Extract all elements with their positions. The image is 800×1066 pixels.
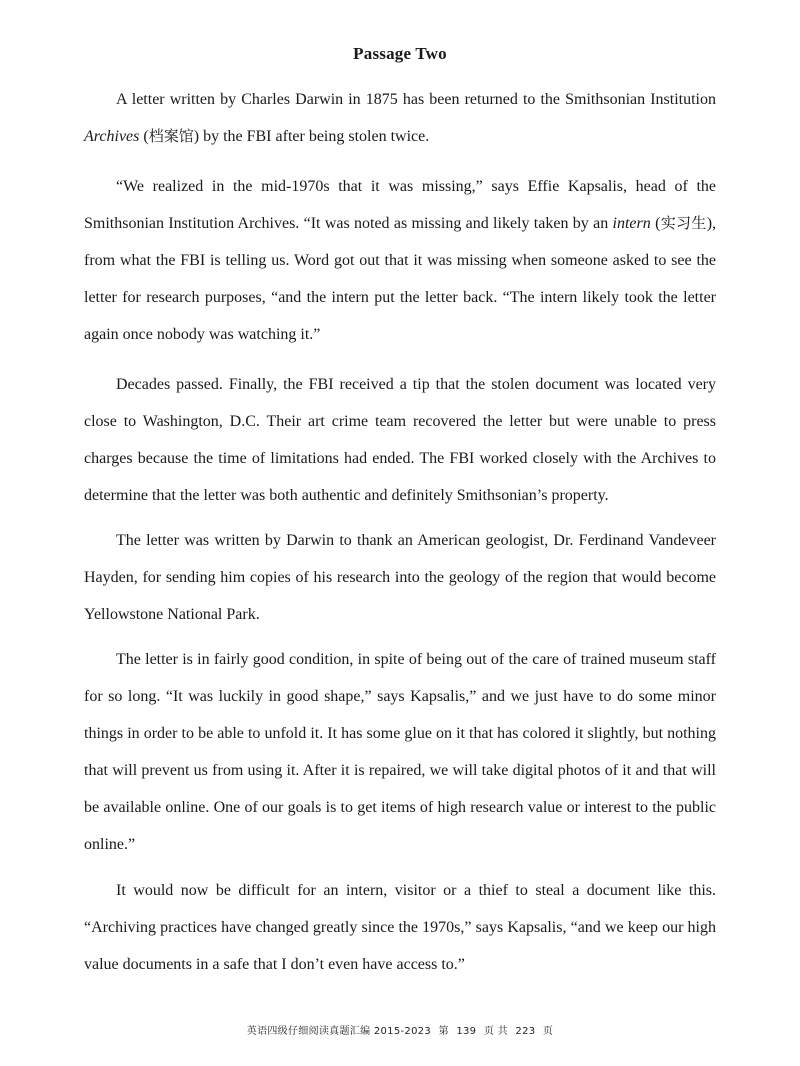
text-run: ( (139, 128, 149, 145)
text-run: “We realized in the mid-1970s that it was missing,” says Effie Kapsalis, head of the Smithsonian Institution Archives. “It was noted as missing and likely taken by an (84, 178, 716, 232)
chinese-gloss: 实习生 (660, 214, 707, 232)
footer-page-suffix: 页 (542, 1026, 554, 1037)
text-run: ), from what the FBI is telling us. Word got out that it was missing when someone asked to see the letter for research purposes, “and the intern put the letter back. “The intern likely took the letter again once nobody was watching it.” (84, 215, 717, 343)
paragraph-5 (84, 641, 716, 863)
passage-title: Passage Two (353, 44, 447, 63)
paragraph-4 (84, 522, 716, 633)
paragraph-3 (84, 366, 716, 514)
text-run: The letter is in fairly good condition, in spite of being out of the care of trained museum staff for so long. “It was luckily in good shape,” says Kapsalis,” and we just have to do some minor things in order to be able to unfold it. It has some glue on it that has colored it slightly, but nothing that will prevent us from using it. After it is repaired, we will take digital photos of it and that will be available online. One of our goals is to get items of high research value or interest to the public online.” (84, 651, 716, 853)
footer-source: 英语四级仔细阅读真题汇编 2015-2023 (246, 1026, 432, 1037)
italic-term: Archives (84, 128, 140, 145)
paragraph-6 (84, 872, 716, 983)
text-run: ( (650, 215, 661, 232)
footer-page-total: 223 (515, 1026, 536, 1037)
footer-page-prefix: 第 (438, 1026, 449, 1037)
paragraph-1 (84, 81, 716, 155)
footer-page-mid: 页 共 (483, 1026, 508, 1037)
paragraph-2 (84, 168, 716, 353)
text-run: ) by the FBI after being stolen twice. (193, 128, 430, 145)
text-run: Decades passed. Finally, the FBI received a tip that the stolen document was located very close to Washington, D.C. Their art crime team recovered the letter but were unable to press charges because the time of limitations had ended. The FBI worked closely with the Archives to determine that the letter was both authentic and definitely Smithsonian’s property. (84, 376, 716, 504)
chinese-gloss: 档案馆 (148, 127, 194, 145)
page-footer (0, 1022, 800, 1037)
footer-page-current: 139 (456, 1026, 477, 1037)
text-run: A letter written by Charles Darwin in 1875 has been returned to the Smithsonian Institution (116, 91, 716, 108)
text-run: The letter was written by Darwin to thank an American geologist, Dr. Ferdinand Vandeveer Hayden, for sending him copies of his research into the geology of the region that would become Yellowstone National Park. (84, 532, 716, 623)
text-run: It would now be difficult for an intern, visitor or a thief to steal a document like this. “Archiving practices have changed greatly since the 1970s,” says Kapsalis, “and we keep our high value documents in a safe that I don’t even have access to.” (84, 882, 716, 973)
italic-term: intern (612, 215, 651, 232)
